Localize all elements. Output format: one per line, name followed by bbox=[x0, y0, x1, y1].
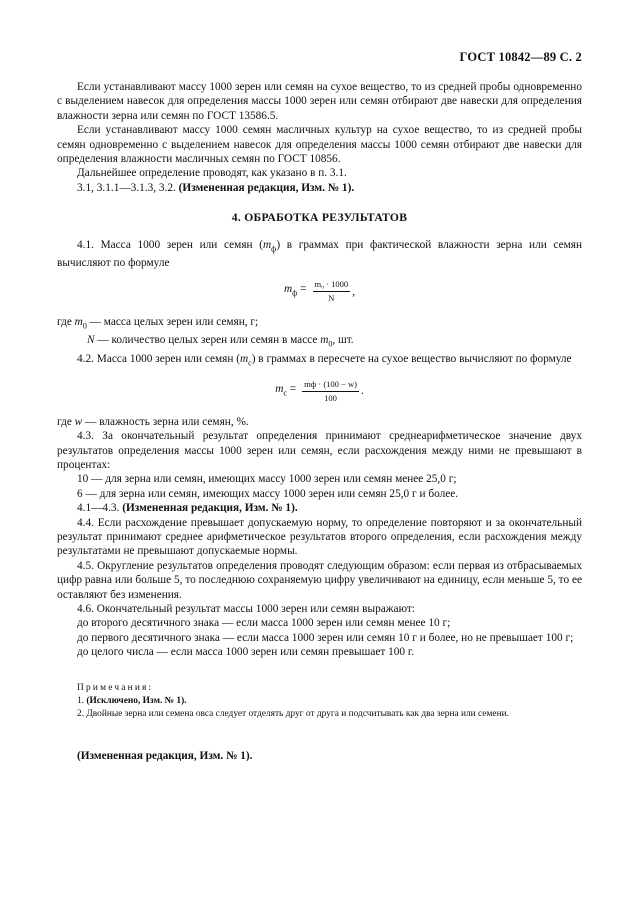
section-title: 4. ОБРАБОТКА РЕЗУЛЬТАТОВ bbox=[231, 211, 408, 225]
paragraph: Если устанавливают массу 1000 зерен или семян на сухое вещество, то из средней пробы одновременно с выделением навесок для определения массы 1000 зерен или семян отбирают две навески для определения влажности зерна или семян по ГОСТ 13586.5. bbox=[57, 81, 582, 122]
formula-denominator: 100 bbox=[324, 393, 337, 404]
paragraph: Дальнейшее определение проводят, как указано в п. 3.1. bbox=[77, 167, 347, 180]
formula-numerator: m₀ · 1000 bbox=[313, 279, 351, 292]
definition: где w — влажность зерна или семян, %. bbox=[57, 415, 249, 428]
list-item: до первого десятичного знака — если масса 1000 зерен или семян 10 г и более, но не превышает 100 г; bbox=[77, 631, 574, 644]
note-item: 1. (Исключено, Изм. № 1). bbox=[77, 695, 187, 706]
formula-mass-actual: $m_ф$ = $\frac{\text{m₀ · 1000}}{N}$ , bbox=[283, 279, 356, 304]
paragraph-4-4: 4.4. Если расхождение превышает допускаемую норму, то определение повторяют и за окончательный результат принимают среднее арифметическое результатов второго определения, если расхождения между результатами не превышают допускаемые нормы. bbox=[57, 516, 582, 558]
paragraph-4-2: 4.2. Масса 1000 зерен или семян $(m_c)$ в граммах в пересчете на сухое вещество вычисляют по формуле bbox=[77, 353, 572, 368]
paragraph-4-6: 4.6. Окончательный результат массы 1000 зерен или семян выражают: bbox=[77, 602, 415, 615]
notes-title: Примечания: bbox=[77, 682, 154, 693]
list-item: 6 — для зерна или семян, имеющих массу 1000 зерен или семян 25,0 г и более. bbox=[77, 487, 459, 500]
notes-block bbox=[57, 682, 582, 721]
formula-numerator: mф · (100 − w) bbox=[302, 379, 359, 392]
page-header: ГОСТ 10842—89 С. 2 bbox=[459, 50, 582, 64]
document-body bbox=[57, 80, 582, 763]
amendment-note: 3.1, 3.1.1—3.1.3, 3.2. (Измененная редакция, Изм. № 1). bbox=[77, 181, 355, 194]
list-item: до целого числа — если масса 1000 зерен или семян превышает 100 г. bbox=[77, 646, 415, 659]
paragraph-4-3: 4.3. За окончательный результат определения принимают среднеарифметическое значение двух результатов определения массы 1000 зерен или семян, если расхождения между ними не превышают в процентах: bbox=[57, 430, 582, 471]
note-item: 2. Двойные зерна или семена овса следует отделять друг от друга и подсчитывать как два зерна или семени. bbox=[77, 708, 509, 719]
paragraph: Если устанавливают массу 1000 семян масличных культур на сухое вещество, то из средней пробы семян одновременно с выделением навесок для определения массы 1000 семян отбирают две навески для определения влажности масличных семян по ГОСТ 10856. bbox=[57, 124, 582, 166]
definition: где $m_0$ — масса целых зерен или семян, г; bbox=[57, 315, 259, 330]
amendment-footer: (Измененная редакция, Изм. № 1). bbox=[77, 749, 253, 762]
formula-mass-dry: $m_c$ = $\frac{mф \cdot (100 - w)}{100}$ . bbox=[275, 379, 364, 404]
list-item: 10 — для зерна или семян, имеющих массу 1000 зерен или семян менее 25,0 г; bbox=[77, 473, 457, 486]
paragraph-4-5: 4.5. Округление результатов определения проводят следующим образом: если первая из отбрасываемых цифр равна или больше 5, то последнюю сохраняемую цифру увеличивают на единицу, если меньше 5, то ее оставляют без изменения. bbox=[57, 559, 582, 601]
formula-denominator: N bbox=[328, 293, 335, 304]
paragraph-4-1: 4.1. Масса 1000 зерен или семян $(m_ф)$ в граммах при фактической влажности зерна или семян вычисляют по формуле bbox=[57, 238, 582, 270]
list-item: до второго десятичного знака — если масса 1000 зерен или семян менее 10 г; bbox=[77, 617, 451, 630]
amendment-note: 4.1—4.3. (Измененная редакция, Изм. № 1). bbox=[77, 502, 298, 515]
definition: N — количество целых зерен или семян в массе $m_0$, шт. bbox=[87, 334, 354, 349]
